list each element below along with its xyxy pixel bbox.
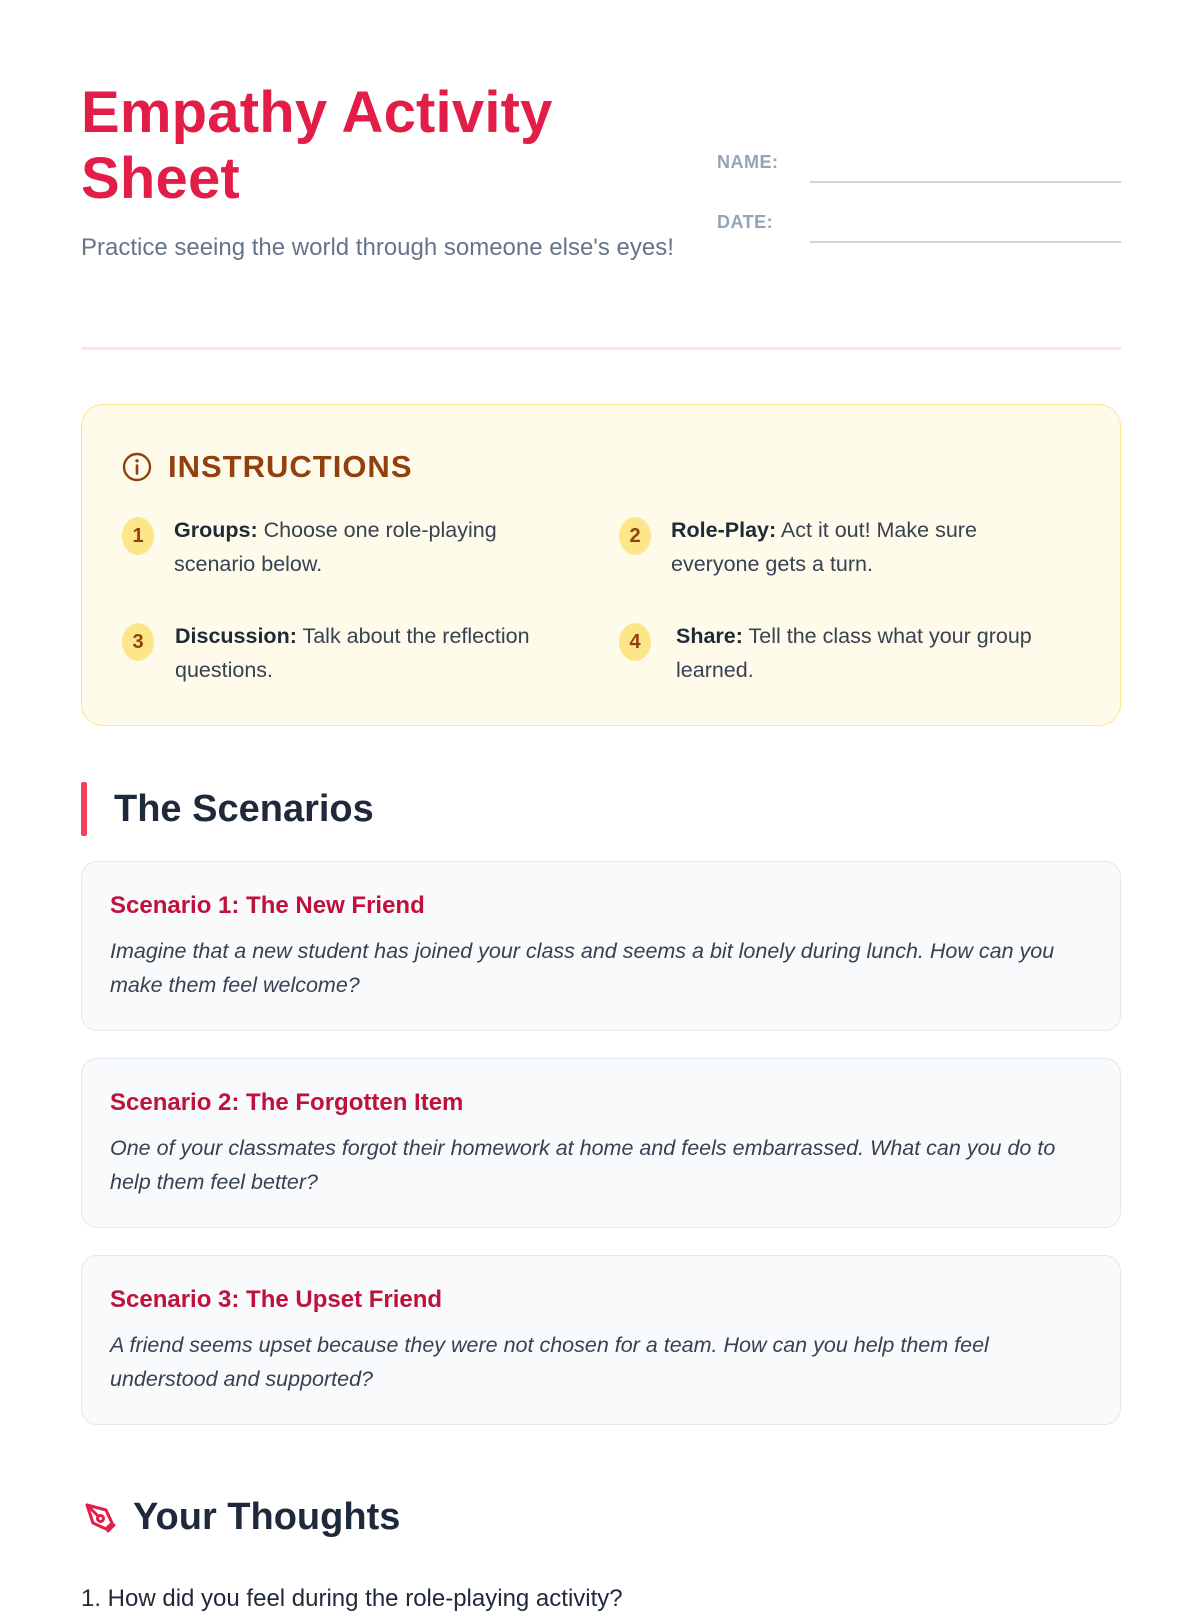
step-description: Choose one role-playing scenario below.	[174, 518, 497, 576]
step-description: Tell the class what your group learned.	[676, 624, 1032, 682]
date-row	[717, 206, 1121, 246]
step-text	[671, 513, 1071, 581]
scenario-card	[81, 1058, 1121, 1228]
scenario-title: Scenario 3: The Upset Friend	[110, 1286, 443, 1313]
step-keyword: Groups:	[174, 518, 258, 542]
activity-sheet	[81, 0, 1121, 1612]
step-text	[174, 513, 574, 581]
step-keyword: Share:	[676, 624, 743, 648]
sheet-header	[81, 0, 1121, 350]
name-row	[717, 146, 1121, 186]
step-description: Act it out! Make sure everyone gets a turn.	[671, 518, 977, 576]
header-divider	[81, 347, 1121, 350]
thoughts-header	[81, 1490, 400, 1544]
name-field[interactable]	[810, 181, 1121, 183]
thoughts-title: Your Thoughts	[133, 1495, 401, 1538]
step-description: Talk about the reflection questions.	[175, 624, 530, 682]
step-text	[175, 619, 575, 687]
name-label: NAME:	[717, 152, 779, 172]
pen-nib-icon	[81, 1498, 119, 1536]
scenario-text: Imagine that a new student has joined your class and seems a bit lonely during lunch. How can you make them feel welcome?	[110, 939, 1055, 997]
step-number-badge: 4	[619, 623, 651, 661]
scenarios-title: The Scenarios	[114, 788, 374, 830]
scenario-text: A friend seems upset because they were not chosen for a team. How can you help them feel understood and supported?	[110, 1333, 989, 1391]
page-subtitle: Practice seeing the world through someone else's eyes!	[81, 234, 674, 261]
scenario-card	[81, 1255, 1121, 1425]
step-number-badge: 2	[619, 517, 651, 555]
scenario-card	[81, 861, 1121, 1031]
scenario-title: Scenario 1: The New Friend	[110, 892, 425, 919]
step-text	[676, 619, 1076, 687]
scenario-text: One of your classmates forgot their homework at home and feels embarrassed. What can you do to help them feel better?	[110, 1136, 1056, 1194]
step-keyword: Discussion:	[175, 624, 297, 648]
scenario-title: Scenario 2: The Forgotten Item	[110, 1089, 464, 1116]
date-field[interactable]	[810, 241, 1121, 243]
scenarios-header	[81, 782, 681, 836]
reflection-question: 1. How did you feel during the role-playing activity?	[81, 1585, 623, 1612]
instructions-title: INSTRUCTIONS	[168, 449, 413, 484]
page-title: Empathy Activity Sheet	[81, 80, 553, 211]
section-accent-bar	[81, 782, 87, 836]
info-circle-icon	[122, 452, 152, 482]
date-label: DATE:	[717, 212, 774, 232]
instructions-header	[122, 447, 413, 487]
instructions-box	[81, 404, 1121, 726]
step-keyword: Role-Play:	[671, 518, 777, 542]
step-number-badge: 1	[122, 517, 154, 555]
step-number-badge: 3	[122, 623, 154, 661]
